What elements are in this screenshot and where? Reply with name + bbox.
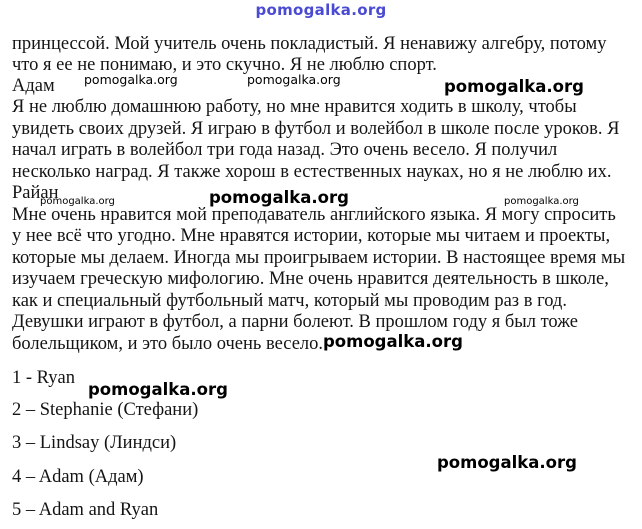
- watermark: pomogalka.org: [209, 188, 349, 207]
- watermark: pomogalka.org: [437, 453, 577, 472]
- text-line: которые мы делаем. Иногда мы проигрываем истории. В настоящее время мы: [12, 248, 626, 268]
- author-name-adam: Адам: [12, 76, 55, 96]
- watermark: pomogalka.org: [323, 332, 463, 351]
- text-line: несколько наград. Я также хорош в естественных науках, но я не люблю их.: [12, 162, 612, 182]
- text-line: Мне очень нравится мой преподаватель английского языка. Я могу спросить: [12, 205, 616, 225]
- text-line: Девушки играют в футбол, а парни болеют. В прошлом году я был тоже: [12, 312, 578, 332]
- watermark: pomogalka.org: [504, 196, 579, 207]
- text-line: принцессой. Мой учитель очень покладистый. Я ненавижу алгебру, потому: [12, 34, 607, 54]
- text-line: увидеть своих друзей. Я играю в футбол и волейбол в школе после уроков. Я: [12, 119, 620, 139]
- watermark: pomogalka.org: [84, 72, 178, 87]
- watermark: pomogalka.org: [247, 72, 341, 87]
- text-line: у нее всё что угодно. Мне нравятся истории, которые мы читаем и проекты,: [12, 226, 611, 246]
- site-header-watermark: pomogalka.org: [255, 1, 387, 19]
- answer-item: 1 - Ryan: [12, 368, 75, 388]
- text-line: как и специальный футбольный матч, который мы проводим раз в год.: [12, 291, 567, 311]
- answer-item: 3 – Lindsay (Линдси): [12, 433, 177, 453]
- watermark: pomogalka.org: [444, 77, 584, 96]
- answer-item: 2 – Stephanie (Стефани): [12, 400, 199, 420]
- answer-item: 4 – Adam (Адам): [12, 467, 144, 487]
- author-name-ryan: Райан: [12, 183, 59, 203]
- text-line: Я не люблю домашнюю работу, но мне нравится ходить в школу, чтобы: [12, 97, 577, 117]
- text-line: что я ее не понимаю, и это скучно. Я не люблю спорт.: [12, 55, 437, 75]
- text-line: изучаем греческую мифологию. Мне очень нравится деятельность в школе,: [12, 269, 609, 289]
- text-line: начал играть в волейбол три года назад. Это очень весело. Я получил: [12, 140, 558, 160]
- text-line: болельщиком, и это было очень весело.: [12, 334, 324, 354]
- watermark: pomogalka.org: [40, 196, 115, 207]
- watermark: pomogalka.org: [88, 380, 228, 399]
- answer-item: 5 – Adam and Ryan: [12, 500, 159, 520]
